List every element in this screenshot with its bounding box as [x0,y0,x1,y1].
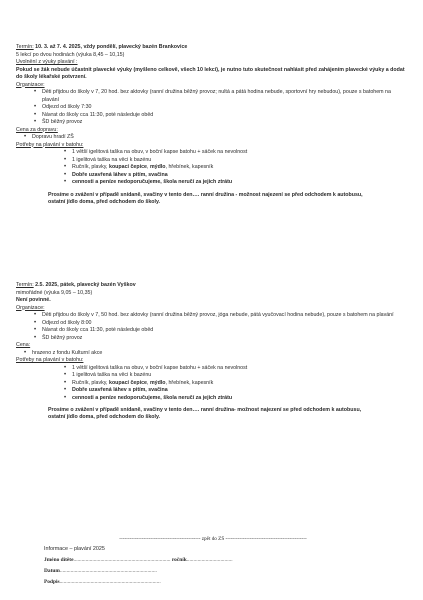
list-item: • hrazeno z fondu Kulturní akce [32,350,408,358]
heading-text: 10. 3. až 7. 4. 2025, vždy pondělí, plavecký bazén Brankovice [33,44,188,50]
child-name-row [44,557,233,563]
list-item: • ŠD běžný provoz [42,119,408,127]
needs-label: Potřeby na plavání v batohu: [16,141,84,148]
cancel-text: Pokud se žák nebude účastnit plavecké výuky (myšleno celkově, všech 10 lekcí), je nutno tuto skutečnost nahlásit před zahájením plavecké výuky a dodat do školy lékařské potvrzení. [16,66,405,80]
heading-text: 2.5. 2025, pátek, plavecký bazén Vyškov [33,282,136,288]
list-item: • Dopravu hradí ZŠ [32,134,408,142]
list-item: • 1 větší igelitová taška na obuv, v boční kapse batohu + sáček na nevolnost [72,149,408,157]
list-item: • cennosti a peníze nedoporučujeme, škola neručí za jejich ztrátu [72,395,408,403]
transport-label: Cena za dopravu: [16,126,58,133]
lesson-info: 5 lekcí po dvou hodinách (výuka 8,45 – 10,15) [16,51,125,58]
section-vyskov [16,282,408,421]
list-item: • Odjezd od školy 7:30 [42,104,408,112]
year-label: ročník [171,557,187,563]
meal-note: Prosíme o zvážení v případě snídaně, svačiny v tento den…. ranní družina - možnost najezení se před odchodem k autobusu, ostatní jídlo doma, před odchodem do školy. [48,191,363,205]
year-field[interactable]: .................................. [186,557,233,563]
needs-list [16,365,408,403]
price-list [16,350,408,358]
child-name-field[interactable]: ........................................................................ [73,557,171,563]
organization-label: Organizace: [16,304,45,311]
heading-label: Termín: [16,282,34,288]
signature-field[interactable]: ........................................................................... [59,579,161,585]
cut-line: ----------------------------------------------- zpět do ZŠ ----------------------------------------------- [119,536,307,542]
date-field[interactable]: ........................................................................ [59,568,157,574]
organization-list [16,89,408,127]
list-item: • 1 igelitová taška na věci k bazénu [72,157,408,165]
price-label: Cena: [16,342,31,348]
list-item: • Ručník, plavky, koupací čepice, mýdlo, hřebínek, kapesník [72,164,408,172]
signature-label: Podpis [44,579,60,585]
lesson-info: mimořádné (výuka 9,05 – 10,35) [16,289,93,296]
list-item: • 1 igelitová taška na věci k bazénu [72,372,408,380]
section-brankovice [16,44,408,206]
meal-note: Prosíme o zvážení v případě snídaně, svačiny v tento den…. ranní družina- možnost najezení se před odchodem k autobusu, ostatní jídlo doma, před odchodem do školy. [48,407,362,421]
date-row [44,568,157,574]
list-item: • Děti přijdou do školy v 7, 20 hod. bez aktovky (ranní družina běžný provoz; nultá a pátá hodina nebude, sportovní hry nebudou), pouze s batohem na plavání [42,89,408,104]
child-name-label: Jméno dítěte [44,557,74,563]
organization-list [16,312,408,342]
date-label: Datum [44,568,60,574]
needs-label: Potřeby na plavání v batohu: [16,357,84,363]
heading-label: Termín: [16,44,34,50]
list-item: • ŠD běžný provoz [42,335,408,343]
list-item: • Odjezd od školy 8:00 [42,320,408,328]
section-heading [16,44,408,52]
slip-title: Informace – plavání 2025 [44,546,105,552]
cancel-label: Uvolnění z výuky plavání : [16,59,78,65]
list-item: • Dobře uzavřená láhev s pitím, svačina [72,172,408,180]
section-heading [16,282,408,290]
list-item: • 1 větší igelitová taška na obuv, v boční kapse batohu + sáček na nevolnost [72,365,408,373]
signature-row [44,579,161,585]
transport-list [16,134,408,142]
list-item: • cennosti a peníze nedoporučujeme, škola neručí za jejich ztrátu [72,179,408,187]
list-item: • Dobře uzavřená láhev s pitím, svačina [72,387,408,395]
list-item: • Ručník, plavky, koupací čepice, mýdlo, hřebínek, kapesník [72,380,408,388]
organization-label: Organizace: [16,81,45,88]
not-mandatory-text: Není povinné. [16,297,51,303]
list-item: • Děti přijdou do školy v 7, 50 hod. bez aktovky (ranní družina běžný provoz, jóga nebude, pátá vyučovací hodina nebude), pouze s batohem na plavání [42,312,408,320]
needs-list [16,149,408,187]
list-item: • Návrat do školy cca 11:30, poté následuje oběd [42,112,408,120]
list-item: • Návrat do školy cca 11:30, poté následuje oběd [42,327,408,335]
